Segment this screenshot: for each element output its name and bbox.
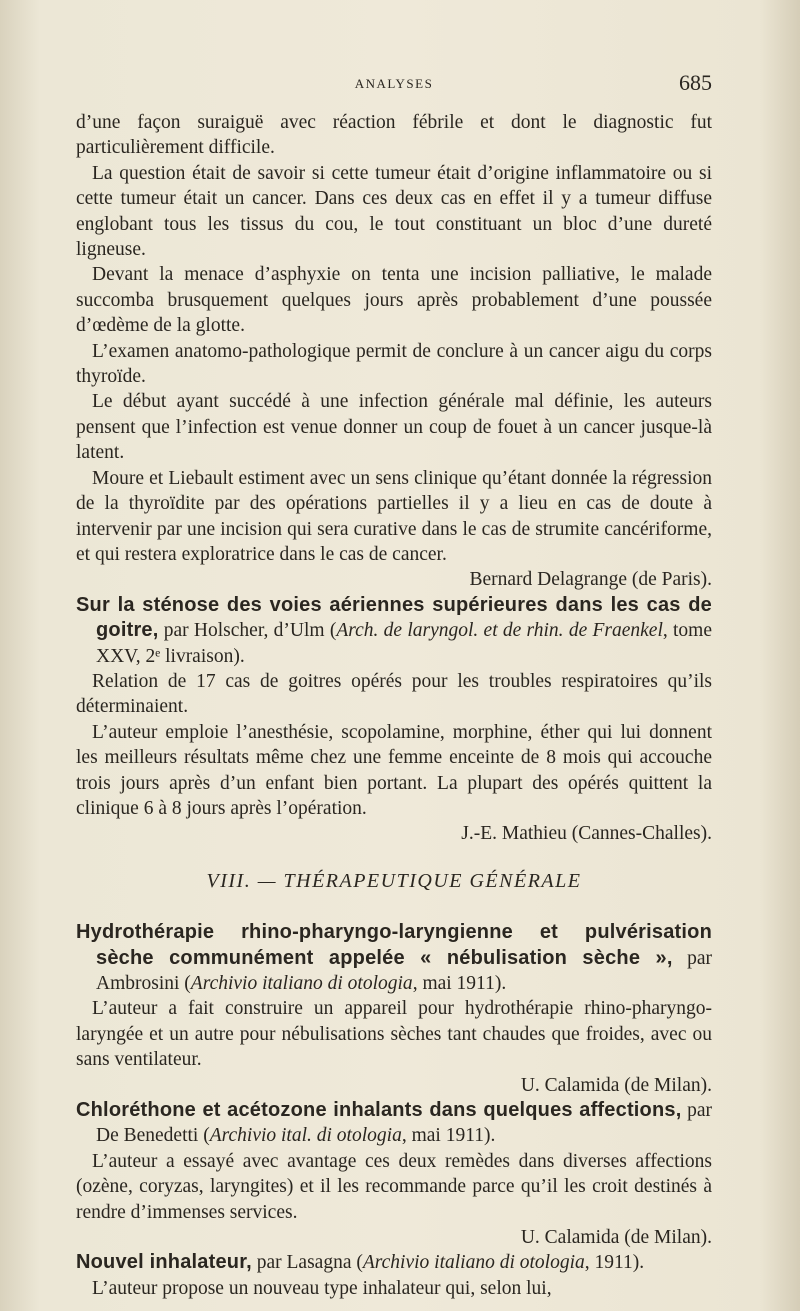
author-signature: U. Calamida (de Milan). <box>520 1227 712 1249</box>
article-title: Nouvel inhalateur, <box>76 1251 252 1274</box>
paragraph: L’auteur a essayé avec avantage ces deux remèdes dans diverses affections (ozène, coryzas, laryngites) et il les recommande parce qu’il les croit destinés à rendre d’immenses services. <box>76 1150 712 1223</box>
paragraph: L’auteur emploie l’anesthésie, scopolamine, morphine, éther qui lui donnent les meilleurs résultats même chez une femme enceinte de 8 mois qui accouche trois jours après d’un enfant bien portant. La plupart des opérés quittent la clinique 6 à 8 jours après l’opération. <box>76 721 712 819</box>
abstract-heading <box>76 1250 712 1275</box>
page-header <box>76 70 712 100</box>
paragraph: Devant la menace d’asphyxie on tenta une incision palliative, le malade succomba brusquement quelques jours après probablement d’une poussée d’œdème de la glotte. <box>76 264 712 337</box>
journal-name: Archivio italiano di otologia <box>190 973 413 994</box>
journal-name: Archivio ital. di otologia <box>209 1125 402 1147</box>
article-author: par Ambrosini ( <box>96 947 713 994</box>
journal-reference: , 1911). <box>584 1252 645 1274</box>
article-author: par Lasagna ( <box>251 1252 363 1274</box>
paragraph: La question était de savoir si cette tumeur était d’origine inflammatoire ou si cette tumeur était un cancer. Dans ces deux cas en effet il y a tumeur diffuse englobant tous les tissus du cou, le tout constituant un bloc d’une dureté ligneuse. <box>76 162 712 261</box>
journal-name: Archivio italiano di otologia <box>362 1252 585 1274</box>
abstract-heading <box>76 593 712 669</box>
journal-reference: , mai 1911). <box>412 973 507 994</box>
article-title: Hydrothérapie rhino-pharyngo-laryngienne et pulvérisation sèche communément appelée « nébulisation sèche », <box>76 921 712 969</box>
section-title: VIII. — THÉRAPEUTIQUE GÉNÉRALE <box>206 869 582 892</box>
article-author: par De Benedetti ( <box>96 1100 713 1147</box>
author-signature: Bernard Delagrange (de Paris). <box>469 569 712 591</box>
article-title: Chloréthone et acétozone inhalants dans quelques affections, <box>76 1099 682 1122</box>
journal-name: Arch. de laryngol. et de rhin. de Fraenkel <box>336 620 663 642</box>
page-body <box>76 110 712 1301</box>
journal-reference: , tome XXV, 2ᵉ livraison). <box>96 620 712 667</box>
article-author: par Holscher, d’Ulm ( <box>158 620 337 642</box>
abstract-heading <box>76 1098 712 1149</box>
author-signature: U. Calamida (de Milan). <box>520 1074 712 1096</box>
paragraph: L’examen anatomo-pathologique permit de conclure à un cancer aigu du corps thyroïde. <box>76 340 712 388</box>
article-title: Sur la sténose des voies aériennes supérieures dans les cas de goitre, <box>76 593 712 642</box>
paragraph: Le début ayant succédé à une infection générale mal définie, les auteurs pensent que l’infection est venue donner un coup de fouet à un cancer jusque-là latent. <box>76 391 712 464</box>
paragraph: L’auteur propose un nouveau type inhalateur qui, selon lui, <box>92 1277 552 1299</box>
paragraph-continuation: d’une façon suraiguë avec réaction fébrile et dont le diagnostic fut particulièrement difficile. <box>76 112 712 159</box>
page-number: 685 <box>679 70 712 95</box>
author-signature: J.-E. Mathieu (Cannes-Challes). <box>461 823 712 845</box>
paragraph: Moure et Liebault estiment avec un sens clinique qu’étant donnée la régression de la thyroïdite par des opérations partielles il y a lieu en cas de doute à intervenir par une incision qui sera curative dans le cas de strumite cancériforme, et qui restera exploratrice dans le cas de cancer. <box>76 467 712 565</box>
journal-reference: , mai 1911). <box>401 1125 496 1147</box>
running-title: ANALYSES <box>354 76 434 91</box>
paragraph: Relation de 17 cas de goitres opérés pour les troubles respiratoires qu’ils déterminaient. <box>76 670 712 718</box>
paragraph: L’auteur a fait construire un appareil pour hydrothérapie rhino-pharyngo-laryngée et un autre pour nébulisations sèches tant chaudes que froides, avec ou sans ventilateur. <box>76 998 712 1071</box>
abstract-heading <box>76 920 712 996</box>
